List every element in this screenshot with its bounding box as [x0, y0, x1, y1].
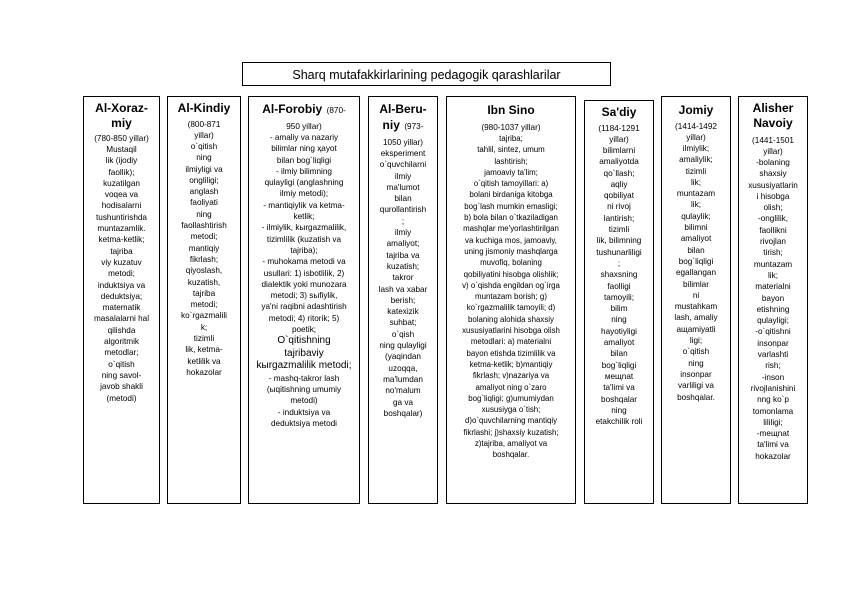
thinker-years: (780-850 yillar)	[94, 134, 149, 143]
thinker-name: Jomiy	[678, 103, 714, 117]
thinker-years: (980-1037 yillar)	[481, 123, 541, 132]
column-ibn-sino	[446, 96, 576, 504]
thinker-ideas: tajriba; tahlil, sintez, umum lashtirish; jamoaviy ta'lim; o`qitish tamoyillari: a) bolani birdaniga kitobga bog`lash mumkin emasligi; b) bola bilan o`tkaziladigan mashqlar me'yorlashtirilgan va kuchiga mos, jamoaviy, uning jismoniy mashqlarga muvofiq, bolaning qobiliyatini hisobga olishlik; v) o`qishda engildan og`irga muntazam borish; g) ko`rgazmalilik tamoyili; d) bolaning alohida shaxsiy xususiyatlarini hisobga olish metodlari: a) materialni bayon etishda tizimlilik va ketma-ketlik; b)mantiqiy fikrlash; v)nazariya va amaliyot ning o`zaro bog`liqligi; g)umumiydan xususiyga o`tish; d)o`quvchilarning mantiqiy fikrlashi; j)shaxsiy kuzatish; z)tajriba, amaliyot va boshqalar.	[462, 134, 560, 460]
thinker-years: (800-871 yillar)	[187, 120, 221, 140]
thinker-years: (1184-1291 yillar)	[598, 124, 640, 144]
thinker-years: (1441-1501 yillar)	[752, 136, 794, 156]
column-al-forobiy	[248, 96, 360, 504]
thinker-name: Alisher Navoiy	[752, 101, 794, 130]
column-alisher-navoiy	[738, 96, 808, 504]
thinker-years: (973- 1050 yillar)	[382, 122, 424, 147]
thinker-ideas: ilmiylik; amaliylik; tizimli lik; muntazam lik; qulaylik; bilimni amaliyot bilan bog`liqligi egallangan bilimlar ni mustahkam lash, amaliy aщamiyatli ligi; o`qitish ning insonpar varliligi va boshqalar.	[674, 144, 718, 402]
thinker-ideas: Mustaqil lik (ijodiy faollik); kuzatilgan voqea va hodisalarni tushuntirishda muntazamlik. ketma-ketlik; tajriba viy kuzatuv metodi; induktsiya va deduktsiya; matematik masalalarni hal qilishda algoritmik metodlar; o`qitish ning savol- javob shakli (metodi)	[93, 145, 150, 403]
column-al-kindiy	[167, 96, 241, 504]
thinker-ideas: - amaliy va nazariy bilimlar ning ҳayot bilan bog`liqligi - ilmiy bilimning qulayligi (anglashning ilmiy metodi); - mantiqiylik va ketma- ketlik; - ilmiylik, kыrgazmalilik, tizimlilik (kuzatish va tajriba); - muhokama metodi va usullari: 1) isbotlilik, 2) dialektik yoki munozara metodi; 3) sыfiylik, ya'ni raqibni adashtirish metodi; 4) ritorik; 5) poetik;	[261, 133, 347, 335]
thinker-name: Al-Kindiy	[177, 101, 231, 115]
thinker-name: Ibn Sino	[487, 103, 535, 117]
thinker-name: Al-Xoraz- miy	[95, 101, 148, 130]
thinker-name: Al-Forobiy	[262, 102, 323, 116]
column-al-beruniy	[368, 96, 438, 504]
column-al-xorazmiy	[83, 96, 160, 504]
thinker-ideas-continued: - mashq-takror lash (ыqitishning umumiy metodi) - induktsiya va deduktsiya metodi	[266, 373, 342, 429]
thinker-years: (870- 950 yillar)	[286, 106, 346, 131]
thinker-years: (1414-1492 yillar)	[675, 122, 717, 142]
thinker-name: Al-Beru- niy	[379, 102, 427, 132]
thinker-ideas: bilimlarni amaliyotda qo`llash; aqliy qobiliyat ni rivoj lantirish; tizimli lik, bilimning tushunarliligi ; shaxsning faolligi tamoyili; bilim ning hayotiyligi amaliyot bilan bog`liqligi мeщnat ta'limi va boshqalar ning etakchilik roli	[595, 146, 643, 427]
thinker-ideas: -bolaning shaxsiy xususiyatlarin i hisobga olish; -onglilik, faollikni rivojlan tirish; muntazam lik; materialni bayon etishning qulayligi; -o`qitishni insonpar varlashti rish; -inson rivojlanishini nng ko`p tomonlama lililigi; -meщnat ta'limi va hokazolar	[748, 158, 798, 461]
column-jomiy	[661, 96, 731, 504]
thinker-ideas: o`qitish ning ilmiyligi va ongliligi; anglash faoliyati ning faollashtirish metodi; mantiqiy fikrlash; qiyoslash, kuzatish, tajriba metodi; ko`rgazmalili k; tizimli lik, ketma- ketlilik va hokazolar	[181, 142, 227, 377]
column-sadiy	[584, 100, 654, 504]
thinker-ideas: eksperiment o`quvchilarni ilmiy ma'lumot bilan qurollantirish ; ilmiy amaliyot; tajriba va kuzatish; takror lash va xabar berish; katexizik suhbat; o`qish ning qulayligi (yaqindan uzoqqa, ma'lumdan no'malum ga va boshqalar)	[378, 149, 428, 418]
thinker-method-emphasis: O`qitishning tajribaviy kыrgazmalilik metodi;	[256, 335, 352, 372]
thinker-name: Sa'diy	[601, 105, 637, 119]
diagram-title: Sharq mutafakkirlarining pedagogik qarashlarilar	[242, 62, 611, 86]
